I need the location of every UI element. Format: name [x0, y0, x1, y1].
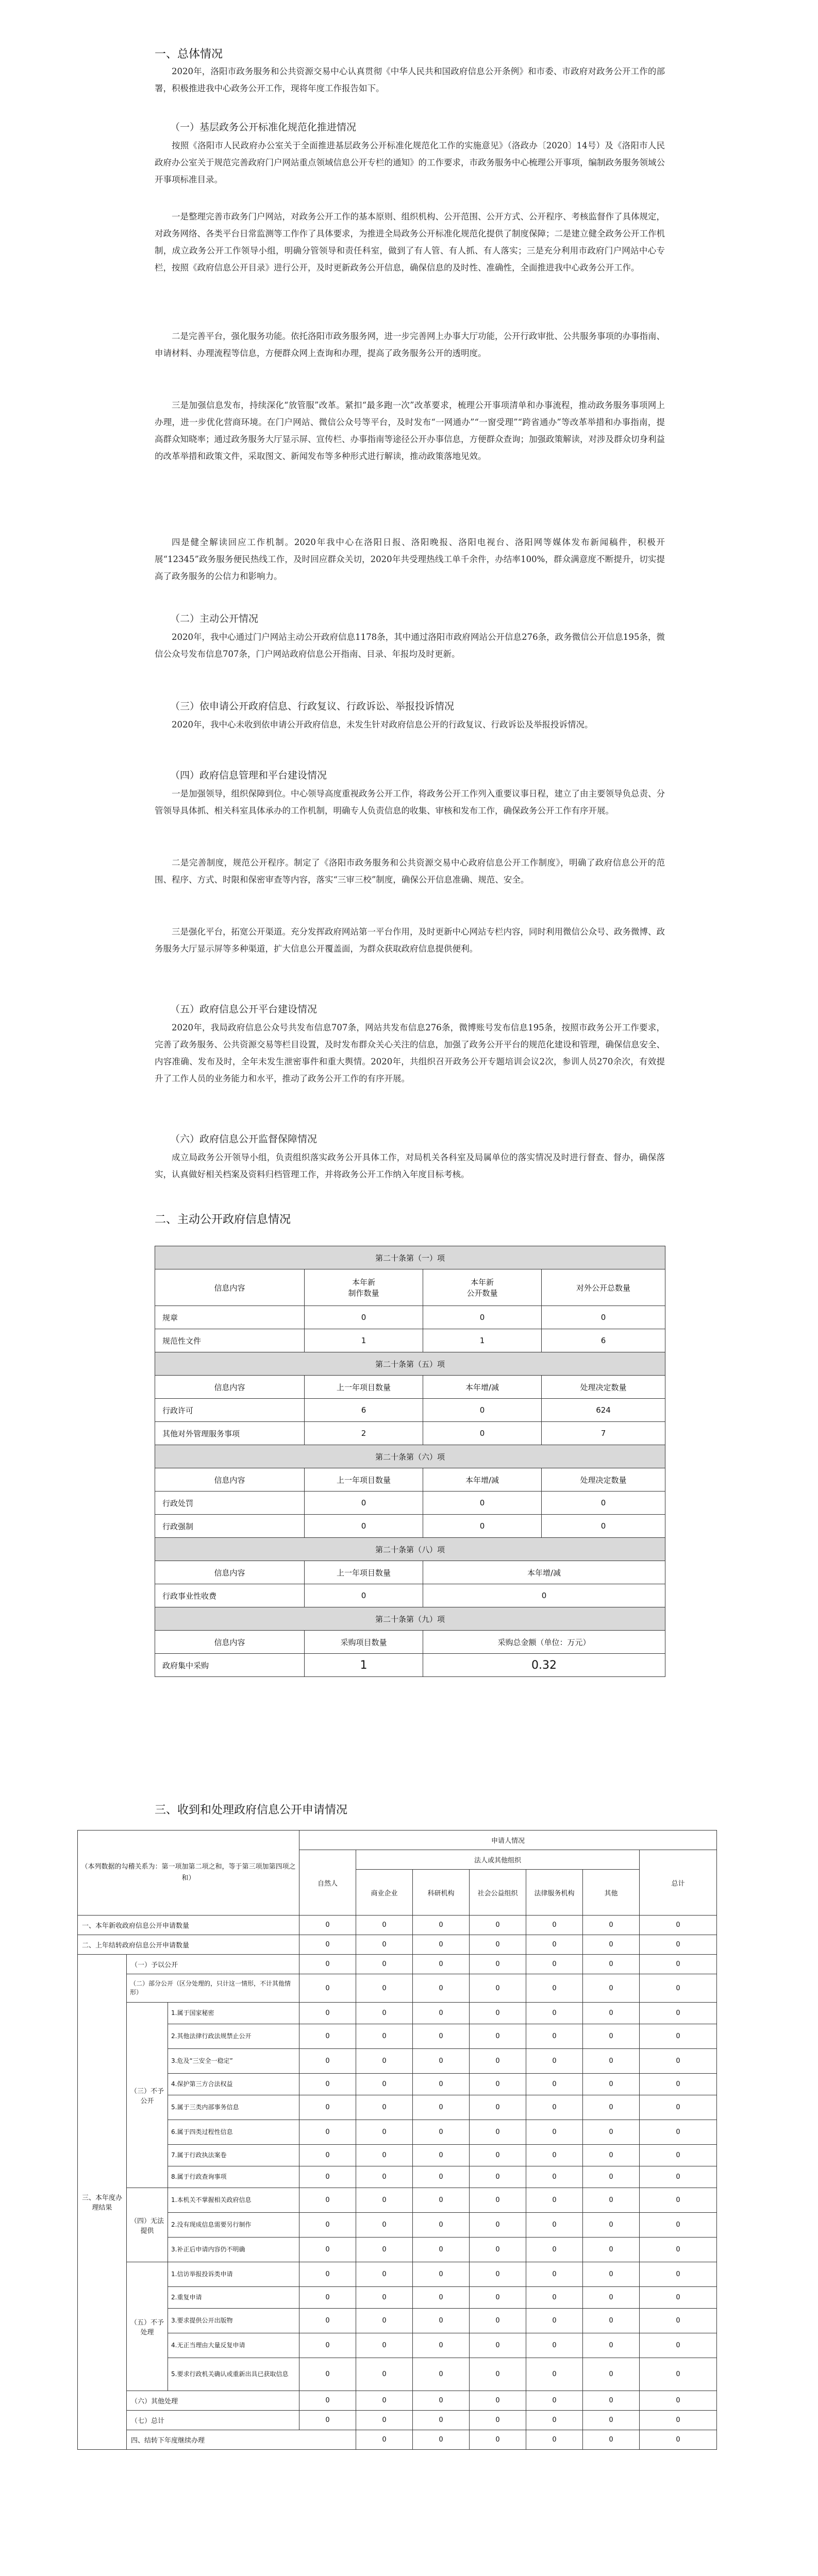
t2-val: 0 — [413, 2188, 470, 2213]
t2-val: 0 — [470, 2358, 526, 2391]
t1-h6c4: 处理决定数量 — [542, 1468, 665, 1492]
t2-val: 0 — [583, 2024, 640, 2049]
t2-row-label: 1.属于国家秘密 — [168, 2003, 299, 2024]
t2-natural: 自然人 — [299, 1850, 356, 1916]
t2-val: 0 — [356, 2003, 413, 2024]
t1-h6c1: 信息内容 — [155, 1468, 305, 1492]
t2-row-label: 一、本年新收政府信息公开申请数量 — [78, 1916, 299, 1935]
t2-val: 0 — [583, 2213, 640, 2238]
t1-cell: 其他对外管理服务事项 — [155, 1422, 305, 1445]
t1-cell: 规范性文件 — [155, 1329, 305, 1352]
t2-row-label: 四、结转下年度继续办理 — [127, 2430, 356, 2450]
t2-group-d: （四）无法提供 — [127, 2188, 168, 2262]
t2-row-label: 2.重复申请 — [168, 2287, 299, 2309]
t1-band-9: 第二十条第（九）项 — [155, 1607, 665, 1631]
t2-val: 0 — [413, 2287, 470, 2309]
t2-val: 0 — [299, 1935, 356, 1955]
t2-val: 0 — [583, 1955, 640, 1974]
t2-val: 0 — [583, 2049, 640, 2074]
t2-val: 0 — [583, 2003, 640, 2024]
t2-val: 0 — [299, 2333, 356, 2358]
t2-row-label: 7.属于行政执法案卷 — [168, 2145, 299, 2166]
t1-cell: 1 — [305, 1329, 423, 1352]
t2-val: 0 — [640, 2024, 717, 2049]
t2-val: 0 — [583, 2262, 640, 2287]
t1-cell: 0 — [423, 1492, 542, 1515]
t2-val: 0 — [640, 2166, 717, 2188]
t2-val: 0 — [640, 2095, 717, 2120]
t2-val: 0 — [299, 2120, 356, 2145]
t2-group-c: （三）不予公开 — [127, 2003, 168, 2188]
t2-val: 0 — [470, 2238, 526, 2262]
t2-val: 0 — [526, 2003, 583, 2024]
t2-val: 0 — [640, 2120, 717, 2145]
t2-row-label: （一）予以公开 — [127, 1955, 299, 1974]
t2-val: 0 — [640, 2074, 717, 2095]
t1-band-6: 第二十条第（六）项 — [155, 1445, 665, 1468]
t2-val: 0 — [413, 2391, 470, 2411]
s1-sub-6: （六）政府信息公开监督保障情况 — [170, 1133, 318, 1145]
t2-val: 0 — [413, 2333, 470, 2358]
t2-val: 0 — [470, 2024, 526, 2049]
t2-val: 0 — [470, 2049, 526, 2074]
t2-val: 0 — [299, 2074, 356, 2095]
t2-val: 0 — [470, 2430, 526, 2450]
t1-cell: 政府集中采购 — [155, 1654, 305, 1677]
t1-band-8: 第二十条第（八）项 — [155, 1538, 665, 1561]
t2-val: 0 — [299, 2095, 356, 2120]
t2-row-label: 6.属于四类过程性信息 — [168, 2120, 299, 2145]
t2-val: 0 — [413, 1935, 470, 1955]
t2-row-label: 3.要求提供公开出版物 — [168, 2309, 299, 2333]
t2-val: 0 — [640, 2287, 717, 2309]
t2-val: 0 — [299, 2166, 356, 2188]
s1-p1d: 三是加强信息发布，持续深化“放管服”改革。紧扣“最多跑一次”改革要求，梳理公开事项清单和办事流程，推动政务服务事项网上办理，进一步优化营商环境。在门户网站、微信公众号等平台，及时发布“一网通办”“一窗受理”“跨省通办”等改革举措和办事指南，提高群众知晓率；通过政务服务大厅显示屏、宣传栏、办事指南等途径公开办事信息，方便群众查询；加强政策解读，对涉及群众切身利益的改革举措和政策文件，采取图文、新闻发布等多种形式进行解读，推动政策落地见效。 — [155, 400, 665, 461]
t2-legal: 法人或其他组织 — [356, 1850, 640, 1870]
t2-val: 0 — [470, 2391, 526, 2411]
t1-h5c4: 处理决定数量 — [542, 1376, 665, 1399]
t2-val: 0 — [356, 2391, 413, 2411]
t2-val: 0 — [413, 2049, 470, 2074]
t2-val: 0 — [299, 2024, 356, 2049]
t1-cell: 1 — [305, 1654, 423, 1677]
t2-val: 0 — [356, 1916, 413, 1935]
t2-val: 0 — [470, 2333, 526, 2358]
t2-val: 0 — [413, 2358, 470, 2391]
t2-val: 0 — [526, 2411, 583, 2430]
t2-val: 0 — [583, 2120, 640, 2145]
t2-row-label: 5.要求行政机关确认或重新出具已获取信息 — [168, 2358, 299, 2391]
s1-p4a: 一是加强领导，组织保障到位。中心领导高度重视政务公开工作，将政务公开工作列入重要议事日程，建立了由主要领导负总责、分管领导具体抓、相关科室具体承办的工作机制，明确专人负责信息的收集、审核和发布工作，确保政务公开工作有序开展。 — [155, 789, 665, 816]
t2-val: 0 — [299, 2411, 356, 2430]
t2-val: 0 — [526, 2145, 583, 2166]
t2-val: 0 — [470, 2095, 526, 2120]
t1-cell: 1 — [423, 1329, 542, 1352]
s1-sub-1: （一）基层政务公开标准化规范化推进情况 — [170, 122, 357, 133]
t2-row-label: （七）总计 — [127, 2411, 299, 2430]
t2-val: 0 — [526, 2049, 583, 2074]
s1-sub-2: （二）主动公开情况 — [170, 613, 259, 624]
t2-row-label: 1.本机关不掌握相关政府信息 — [168, 2188, 299, 2213]
t2-corner: （本列数据的勾稽关系为：第一项加第二项之和，等于第三项加第四项之和） — [78, 1831, 299, 1916]
t2-total-head: 总计 — [640, 1850, 717, 1916]
t1-h8c1: 信息内容 — [155, 1561, 305, 1584]
t1-band-1: 第二十条第（一）项 — [155, 1246, 665, 1269]
t2-row-label: 二、上年结转政府信息公开申请数量 — [78, 1935, 299, 1955]
t2-val: 0 — [583, 2287, 640, 2309]
s1-sub-3: （三）依申请公开政府信息、行政复议、行政诉讼、举报投诉情况 — [170, 701, 455, 712]
t2-val: 0 — [299, 1974, 356, 2003]
t1-h6c2: 上一年项目数量 — [305, 1468, 423, 1492]
t2-val: 0 — [583, 2358, 640, 2391]
t2-val: 0 — [413, 2024, 470, 2049]
t2-val: 0 — [413, 2003, 470, 2024]
t1-h5c1: 信息内容 — [155, 1376, 305, 1399]
t2-val: 0 — [640, 2430, 717, 2450]
t1-cell: 0 — [542, 1492, 665, 1515]
t2-val: 0 — [356, 2238, 413, 2262]
t2-val: 0 — [640, 2333, 717, 2358]
t2-val: 0 — [413, 2120, 470, 2145]
t2-val: 0 — [356, 2430, 413, 2450]
t2-val: 0 — [413, 2074, 470, 2095]
t2-val: 0 — [356, 2287, 413, 2309]
active-disclosure-table — [155, 1246, 665, 1677]
t2-val: 0 — [356, 2145, 413, 2166]
t2-val: 0 — [470, 2003, 526, 2024]
t1-h9c3: 采购总金额（单位：万元） — [423, 1631, 665, 1654]
t1-cell: 0 — [542, 1306, 665, 1329]
t1-h8c3: 本年增/减 — [423, 1561, 665, 1584]
t2-val: 0 — [413, 2430, 470, 2450]
t2-row-label: 1.信访举报投诉类申请 — [168, 2262, 299, 2287]
s1-p2: 2020年，我中心通过门户网站主动公开政府信息1178条，其中通过洛阳市政府网站公开信息276条，政务微信公开信息195条，微信公众号发布信息707条，门户网站政府信息公开指南、目录、年报均及时更新。 — [155, 632, 665, 659]
t1-cell: 0 — [423, 1422, 542, 1445]
t2-val: 0 — [583, 2391, 640, 2411]
t2-val: 0 — [526, 2188, 583, 2213]
t2-row-label: 3.危及“三安全一稳定” — [168, 2049, 299, 2074]
t2-row-carry — [78, 1935, 717, 1955]
t2-val: 0 — [299, 2213, 356, 2238]
t2-row-label: 5.属于三类内部事务信息 — [168, 2095, 299, 2120]
t2-val: 0 — [526, 2333, 583, 2358]
section-1-intro: 2020年，洛阳市政务服务和公共资源交易中心认真贯彻《中华人民共和国政府信息公开条例》和市委、市政府对政务公开工作的部署，积极推进我中心政务公开工作，现将年度工作报告如下。 — [155, 66, 665, 93]
t1-cell: 行政处罚 — [155, 1492, 305, 1515]
t2-val: 0 — [413, 2213, 470, 2238]
t2-val: 0 — [640, 1974, 717, 2003]
t1-cell: 0 — [542, 1515, 665, 1538]
section-2-title: 二、主动公开政府信息情况 — [155, 1213, 291, 1226]
t2-val: 0 — [413, 1974, 470, 2003]
t2-row-label: （六）其他处理 — [127, 2391, 299, 2411]
t1-cell: 行政许可 — [155, 1399, 305, 1422]
t2-other: 其他 — [583, 1870, 640, 1916]
t2-val: 0 — [413, 2309, 470, 2333]
t2-val: 0 — [470, 2213, 526, 2238]
t2-val: 0 — [526, 1955, 583, 1974]
t2-val: 0 — [470, 1916, 526, 1935]
s1-p6: 成立局政务公开领导小组，负责组织落实政务公开具体工作，对局机关各科室及局属单位的落实情况及时进行督查、督办，确保落实，认真做好相关档案及资料归档管理工作，并将政务公开工作纳入年度目标考核。 — [155, 1153, 665, 1179]
t1-h5c2: 上一年项目数量 — [305, 1376, 423, 1399]
section-1-title: 一、总体情况 — [155, 48, 223, 61]
t2-val: 0 — [526, 2391, 583, 2411]
t2-val: 0 — [583, 2430, 640, 2450]
t2-val: 0 — [640, 2309, 717, 2333]
t2-val: 0 — [526, 2095, 583, 2120]
t2-applicant-head: 申请人情况 — [299, 1831, 717, 1850]
t1-cell: 行政事业性收费 — [155, 1584, 305, 1607]
t2-val: 0 — [299, 2391, 356, 2411]
t2-val: 0 — [640, 2213, 717, 2238]
t2-business: 商业企业 — [356, 1870, 413, 1916]
t2-val: 0 — [526, 1974, 583, 2003]
t2-val: 0 — [413, 2238, 470, 2262]
s1-p3: 2020年，我中心未收到依申请公开政府信息，未发生针对政府信息公开的行政复议、行政诉讼及举报投诉情况。 — [172, 720, 593, 730]
t2-val: 0 — [526, 2166, 583, 2188]
t2-val: 0 — [356, 1935, 413, 1955]
t2-val: 0 — [356, 2213, 413, 2238]
t2-row-label: 3.补正后申请内容仍不明确 — [168, 2238, 299, 2262]
s1-p1a: 按照《洛阳市人民政府办公室关于全面推进基层政务公开标准化规范化工作的实施意见》（洛政办〔2020〕14号）及《洛阳市人民政府办公室关于规范完善政府门户网站重点领域信息公开专栏的通知》的工作要求，市政务服务中心梳理公开事项，编制政务服务领域公开事项标准目录。 — [155, 141, 665, 184]
t1-cell: 0 — [423, 1306, 542, 1329]
t2-val: 0 — [470, 1955, 526, 1974]
t1-h9c1: 信息内容 — [155, 1631, 305, 1654]
t2-val: 0 — [470, 2188, 526, 2213]
t2-val: 0 — [526, 1935, 583, 1955]
t2-val: 0 — [470, 1935, 526, 1955]
t1-cell: 6 — [542, 1329, 665, 1352]
t1-band-5: 第二十条第（五）项 — [155, 1352, 665, 1376]
s1-p1b: 一是整理完善市政务门户网站，对政务公开工作的基本原则、组织机构、公开范围、公开方式、公开程序、考核监督作了具体规定，对政务网络、各类平台日常监测等工作作了具体要求，为推进全局政务公开标准化规范化提供了制度保障；二是建立健全政务公开工作机制，成立政务公开工作领导小组，明确分管领导和责任科室，做到了有人管、有人抓、有人落实；三是充分利用市政府门户网站中心专栏，按照《政府信息公开目录》进行公开，及时更新政务公开信息，确保信息的及时性、准确性，全面推进我中心政务公开工作。 — [155, 212, 665, 273]
t2-row-label: 4.无正当理由大量反复申请 — [168, 2333, 299, 2358]
t1-h6c3: 本年增/减 — [423, 1468, 542, 1492]
t2-val: 0 — [413, 1916, 470, 1935]
t2-row-label: 2.没有现成信息需要另行制作 — [168, 2213, 299, 2238]
t2-val: 0 — [299, 2188, 356, 2213]
t1-h5c3: 本年增/减 — [423, 1376, 542, 1399]
t2-val: 0 — [583, 1935, 640, 1955]
t2-val: 0 — [299, 2262, 356, 2287]
t1-cell: 0 — [423, 1515, 542, 1538]
s1-p4c: 三是强化平台，拓宽公开渠道。充分发挥政府网站第一平台作用，及时更新中心网站专栏内容，同时利用微信公众号、政务微博、政务服务大厅显示屏等多种渠道，扩大信息公开覆盖面，为群众获取政府信息提供便利。 — [155, 927, 665, 954]
t2-val: 0 — [356, 2120, 413, 2145]
t2-social: 社会公益组织 — [470, 1870, 526, 1916]
t1-cell: 0 — [305, 1584, 423, 1607]
t2-val: 0 — [413, 2166, 470, 2188]
t1-h8c2: 上一年项目数量 — [305, 1561, 423, 1584]
t2-row-label: 4.保护第三方合法权益 — [168, 2074, 299, 2095]
t2-val: 0 — [640, 2049, 717, 2074]
t2-val: 0 — [299, 1955, 356, 1974]
t2-val: 0 — [583, 2188, 640, 2213]
t2-val: 0 — [640, 2188, 717, 2213]
t2-val: 0 — [299, 2145, 356, 2166]
t2-val: 0 — [526, 2309, 583, 2333]
t2-val: 0 — [526, 2024, 583, 2049]
t2-val: 0 — [583, 1916, 640, 1935]
t2-val: 0 — [640, 2003, 717, 2024]
t1-cell: 2 — [305, 1422, 423, 1445]
t2-val: 0 — [470, 2166, 526, 2188]
t2-val: 0 — [356, 2411, 413, 2430]
t2-val: 0 — [356, 2188, 413, 2213]
t2-val: 0 — [299, 2049, 356, 2074]
t2-val: 0 — [640, 2262, 717, 2287]
t2-row3-label: 三、本年度办理结果 — [78, 1955, 127, 2450]
t2-val: 0 — [356, 2309, 413, 2333]
t2-val: 0 — [470, 2074, 526, 2095]
t1-cell: 0 — [423, 1399, 542, 1422]
s1-p1e: 四是健全解读回应工作机制。2020年我中心在洛阳日报、洛阳晚报、洛阳电视台、洛阳网等媒体发布新闻稿件，积极开展“12345”政务服务便民热线工作，及时回应群众关切，2020年共受理热线工单千余件，办结率100%，群众满意度不断提升，切实提高了政务服务的公信力和影响力。 — [155, 537, 665, 581]
t2-val: 0 — [583, 2309, 640, 2333]
t2-val: 0 — [356, 2095, 413, 2120]
t2-val: 0 — [640, 1955, 717, 1974]
t2-val: 0 — [583, 2095, 640, 2120]
t2-law: 法律服务机构 — [526, 1870, 583, 1916]
t2-val: 0 — [526, 1916, 583, 1935]
t2-val: 0 — [299, 2358, 356, 2391]
t2-val: 0 — [356, 2262, 413, 2287]
t2-val: 0 — [470, 2145, 526, 2166]
t2-val: 0 — [356, 2166, 413, 2188]
t1-cell: 0 — [305, 1306, 423, 1329]
t2-val: 0 — [526, 2120, 583, 2145]
t2-research: 科研机构 — [413, 1870, 470, 1916]
t2-val: 0 — [526, 2430, 583, 2450]
t2-val: 0 — [470, 2309, 526, 2333]
t2-val: 0 — [299, 2238, 356, 2262]
t2-val: 0 — [299, 2287, 356, 2309]
t2-val: 0 — [470, 2287, 526, 2309]
t2-val: 0 — [640, 2145, 717, 2166]
t2-val: 0 — [413, 1955, 470, 1974]
t2-val: 0 — [470, 1974, 526, 2003]
t2-val: 0 — [640, 1935, 717, 1955]
t2-val: 0 — [640, 1916, 717, 1935]
t2-val: 0 — [470, 2262, 526, 2287]
t2-val: 0 — [526, 2287, 583, 2309]
s1-sub-4: （四）政府信息管理和平台建设情况 — [170, 770, 327, 781]
t2-val: 0 — [583, 2333, 640, 2358]
t1-h1c1: 信息内容 — [155, 1269, 305, 1306]
s1-p4b: 二是完善制度，规范公开程序。制定了《洛阳市政务服务和公共资源交易中心政府信息公开工作制度》，明确了政府信息公开的范围、程序、方式、时限和保密审查等内容，落实“三审三校”制度，确保公开信息准确、规范、安全。 — [155, 858, 665, 885]
t2-val: 0 — [299, 2309, 356, 2333]
t2-val: 0 — [356, 2333, 413, 2358]
t2-val: 0 — [413, 2262, 470, 2287]
t2-val: 0 — [526, 2238, 583, 2262]
t2-val: 0 — [526, 2213, 583, 2238]
t2-row-label: （二）部分公开（区分处理的，只计这一情形，不计其他情形） — [127, 1974, 299, 2003]
t2-val: 0 — [470, 2120, 526, 2145]
t1-cell: 行政强制 — [155, 1515, 305, 1538]
t2-val: 0 — [470, 2411, 526, 2430]
t2-val: 0 — [640, 2238, 717, 2262]
t2-val: 0 — [413, 2095, 470, 2120]
t2-val: 0 — [526, 2074, 583, 2095]
t1-h1c4: 对外公开总数量 — [542, 1269, 665, 1306]
t2-val: 0 — [583, 2166, 640, 2188]
t2-val: 0 — [640, 2411, 717, 2430]
t2-row-new — [78, 1916, 717, 1935]
t1-h9c2: 采购项目数量 — [305, 1631, 423, 1654]
t2-val: 0 — [356, 1974, 413, 2003]
t1-cell: 0 — [423, 1584, 665, 1607]
t2-val: 0 — [583, 1974, 640, 2003]
t2-val: 0 — [413, 2411, 470, 2430]
t2-val: 0 — [356, 1955, 413, 1974]
t1-cell: 7 — [542, 1422, 665, 1445]
s1-sub-5: （五）政府信息公开平台建设情况 — [170, 1004, 318, 1015]
application-table — [77, 1830, 717, 2450]
t1-h1c2: 本年新 制作数量 — [305, 1269, 423, 1306]
t2-val: 0 — [356, 2024, 413, 2049]
t2-val: 0 — [526, 2358, 583, 2391]
t1-cell: 0 — [305, 1515, 423, 1538]
t2-row-label: 2.其他法律行政法规禁止公开 — [168, 2024, 299, 2049]
s1-p5: 2020年，我局政府信息公众号共发布信息707条，网站共发布信息276条，微博账号发布信息195条，按照市政务公开工作要求，完善了政务服务、公共资源交易等栏目设置，及时发布群众关心关注的信息，加强了政务公开平台的规范化建设和管理，确保信息安全、内容准确、发布及时，全年未发生泄密事件和重大舆情。2020年，共组织召开政务公开专题培训会议2次，参训人员270余次，有效提升了工作人员的业务能力和水平，推动了政务公开工作的有序开展。 — [155, 1023, 665, 1083]
t2-val: 0 — [583, 2411, 640, 2430]
t1-h1c3: 本年新 公开数量 — [423, 1269, 542, 1306]
t2-val: 0 — [356, 2358, 413, 2391]
t2-val: 0 — [299, 2003, 356, 2024]
t2-row-label: 8.属于行政查询事项 — [168, 2166, 299, 2188]
t2-val: 0 — [356, 2049, 413, 2074]
t2-val: 0 — [640, 2391, 717, 2411]
t1-cell: 规章 — [155, 1306, 305, 1329]
t2-val: 0 — [413, 2145, 470, 2166]
t2-val: 0 — [583, 2074, 640, 2095]
t2-val: 0 — [640, 2358, 717, 2391]
t1-cell: 0.32 — [423, 1654, 665, 1677]
t2-val: 0 — [583, 2145, 640, 2166]
t2-group-e: （五）不予处理 — [127, 2262, 168, 2391]
section-3-title: 三、收到和处理政府信息公开申请情况 — [155, 1804, 348, 1817]
t1-cell: 0 — [305, 1492, 423, 1515]
t1-cell: 624 — [542, 1399, 665, 1422]
t2-val: 0 — [356, 2074, 413, 2095]
s1-p1c: 二是完善平台，强化服务功能。依托洛阳市政务服务网，进一步完善网上办事大厅功能，公开行政审批、公共服务事项的办事指南、申请材料、办理流程等信息，方便群众网上查询和办理，提高了政务服务公开的透明度。 — [155, 331, 665, 358]
t2-val: 0 — [583, 2238, 640, 2262]
t2-val: 0 — [299, 1916, 356, 1935]
t1-cell: 6 — [305, 1399, 423, 1422]
t2-val: 0 — [526, 2262, 583, 2287]
